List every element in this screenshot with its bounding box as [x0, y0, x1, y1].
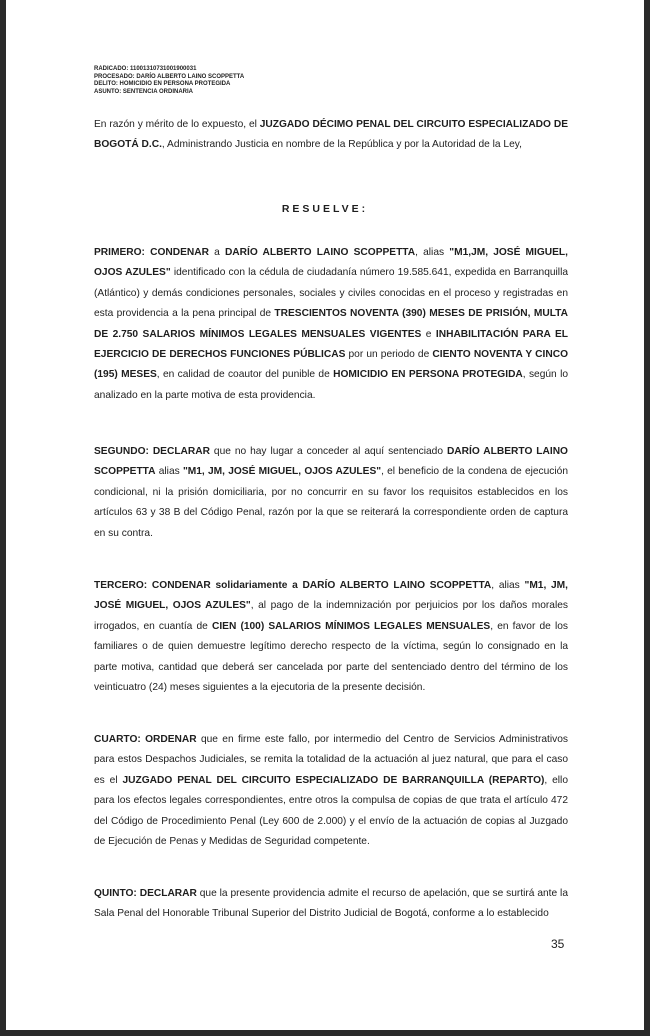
resuelve-heading: RESUELVE: — [281, 203, 369, 215]
primero-text-4: e — [421, 328, 436, 340]
asunto-line: ASUNTO: SENTENCIA ORDINARIA — [94, 88, 194, 95]
quinto-label: QUINTO: DECLARAR — [94, 888, 197, 899]
primero-text-2: , alias — [415, 247, 450, 258]
primero-label: PRIMERO: CONDENAR — [94, 247, 209, 258]
primero-paragraph — [94, 243, 568, 406]
quinto-text-1: que la presente providencia admite el recurso de apelación, que se surtirá ante la Sala Penal del Honorable Tribunal Superior del Distrito Judicial de Bogotá, conforme a lo establecido — [94, 888, 568, 920]
cuarto-text-2: , ello para los efectos legales correspondientes, entre otros la compulsa de copias de que trata el artículo 472 del Código de Procedimiento Penal (Ley 600 de 2.000) y el envío de la actuación de copias al Juzgado de Ejecución de Penas y Medidas de Seguridad competente. — [94, 774, 568, 848]
tercero-text-3: , en favor de los familiares o de quien demuestre legítimo derecho respecto de la víctima, según lo consignado en la parte motiva, cantidad que deberá ser cancelada por parte del sentenciado dentro del término de los veinticuatro (24) meses siguientes a la ejecutoria de la presente decisión. — [94, 620, 568, 694]
tercero-text-2: , al pago de la indemnización por perjuicios por los daños morales irrogados, en cuantía de — [94, 600, 568, 632]
cuarto-text-1: que en firme este fallo, por intermedio del Centro de Servicios Administrativos para estos Despachos Judiciales, se remita la totalidad de la actuación al juez natural, que para el caso es el — [94, 734, 568, 786]
intro-text-end: , Administrando Justicia en nombre de la República y por la Autoridad de la Ley, — [161, 139, 522, 151]
primero-bold-6: CIENTO NOVENTA Y CINCO (195) MESES — [94, 349, 568, 381]
primero-bold-4: TRESCIENTOS NOVENTA (390) MESES DE PRISIÓN, MULTA DE 2.750 SALARIOS MÍNIMOS LEGALES MENSUALES VIGENTES — [94, 308, 568, 340]
tercero-paragraph — [94, 576, 568, 698]
primero-bold-3: "M1,JM, JOSÉ MIGUEL, OJOS AZULES" — [94, 247, 568, 279]
procesado-line: PROCESADO: DARÍO ALBERTO LAINO SCOPPETTA — [94, 73, 245, 80]
intro-text: En razón y mérito de lo expuesto, el — [94, 119, 260, 130]
segundo-paragraph — [94, 442, 568, 544]
radicado-line: RADICADO: 11001310731001900031 — [94, 66, 197, 72]
delito-line: DELITO: HOMICIDIO EN PERSONA PROTEGIDA — [94, 81, 231, 87]
segundo-text-1: que no hay lugar a conceder al aquí sentenciado — [210, 446, 447, 457]
segundo-text-3: , el beneficio de la condena de ejecución condicional, ni la prisión domiciliaria, por no concurrir en su favor los requisitos establecidos en los artículos 63 y 38 B del Código Penal, razón por la que se reiterará la correspondiente orden de captura en su contra. — [94, 466, 568, 539]
primero-bold-5: INHABILITACIÓN PARA EL EJERCICIO DE DERECHOS FUNCIONES PÚBLICAS — [94, 328, 568, 361]
cuarto-bold-2: JUZGADO PENAL DEL CIRCUITO ESPECIALIZADO DE BARRANQUILLA (REPARTO) — [122, 774, 545, 786]
primero-bold-2: DARÍO ALBERTO LAINO SCOPPETTA — [224, 247, 416, 258]
document-header — [94, 66, 244, 96]
tercero-label: TERCERO: CONDENAR solidariamente a DARÍO ALBERTO LAINO SCOPPETTA — [94, 580, 492, 591]
tercero-bold-2: "M1, JM, JOSÉ MIGUEL, OJOS AZULES" — [94, 580, 568, 612]
court-name: JUZGADO DÉCIMO PENAL DEL CIRCUITO ESPECIALIZADO DE BOGOTÁ D.C. — [94, 119, 568, 151]
page-number: 35 — [551, 937, 565, 951]
quinto-paragraph — [94, 884, 568, 925]
primero-bold-7: HOMICIDIO EN PERSONA PROTEGIDA — [333, 369, 523, 381]
tercero-bold-3: CIEN (100) SALARIOS MÍNIMOS LEGALES MENSUALES — [211, 620, 491, 632]
primero-text-1: a — [208, 247, 225, 258]
primero-text-3: identificado con la cédula de ciudadanía número 19.585.641, expedida en Barranquilla (Atlántico) y demás condiciones personales, sociales y civiles conocidas en el proceso y registradas en esta providencia a la pena principal de — [94, 267, 569, 320]
primero-text-6: , en calidad de coautor del punible de — [156, 369, 334, 381]
intro-paragraph — [94, 115, 568, 156]
cuarto-label: CUARTO: ORDENAR — [94, 734, 197, 745]
primero-text-7: , según lo analizado en la parte motiva de esta providencia. — [94, 369, 568, 401]
segundo-label: SEGUNDO: DECLARAR — [94, 446, 210, 457]
segundo-bold-3: "M1, JM, JOSÉ MIGUEL, OJOS AZULES" — [182, 466, 382, 478]
document-page — [6, 0, 644, 1030]
tercero-text-1: , alias — [491, 580, 525, 591]
cuarto-paragraph — [94, 730, 568, 852]
segundo-text-2: alias — [155, 466, 183, 478]
primero-text-5: por un periodo de — [345, 349, 433, 361]
segundo-bold-2: DARÍO ALBERTO LAINO SCOPPETTA — [94, 446, 568, 478]
